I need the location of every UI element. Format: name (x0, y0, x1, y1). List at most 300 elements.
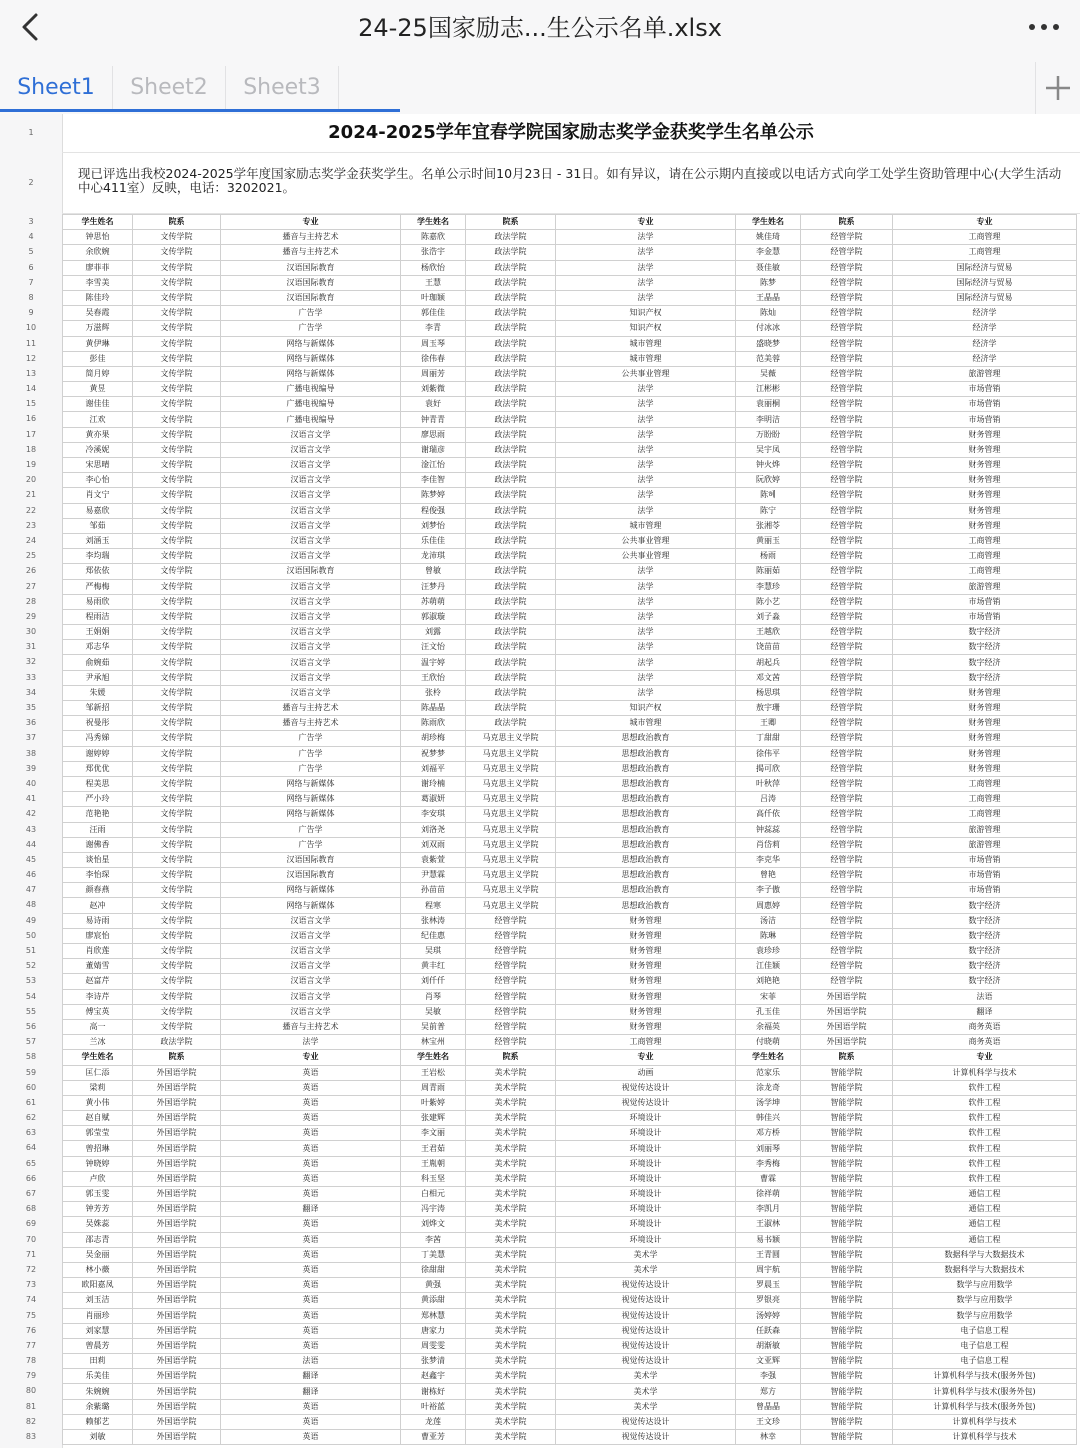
table-cell[interactable]: 钟晓婷 (63, 1156, 133, 1171)
table-cell[interactable]: 钟思怡 (63, 230, 133, 245)
table-cell[interactable]: 文传学院 (133, 655, 221, 670)
table-cell[interactable]: 政法学院 (466, 382, 556, 397)
table-cell[interactable]: 商务英语 (893, 1035, 1077, 1050)
table-cell[interactable]: 法学 (556, 260, 736, 275)
table-cell[interactable]: 外国语学院 (133, 1293, 221, 1308)
table-cell[interactable]: 冷溪妮 (63, 442, 133, 457)
table-cell[interactable]: 胡珍梅 (401, 731, 466, 746)
table-cell[interactable]: 黄强 (401, 1278, 466, 1293)
table-cell[interactable]: 曹霖 (736, 1171, 801, 1186)
table-cell[interactable]: 汉语言文学 (221, 458, 401, 473)
table-cell[interactable]: 数学与应用数学 (893, 1278, 1077, 1293)
table-cell[interactable]: 政法学院 (133, 1035, 221, 1050)
table-cell[interactable]: 思想政治教育 (556, 792, 736, 807)
table-cell[interactable]: 尹承旭 (63, 670, 133, 685)
table-cell[interactable]: 城市管理 (556, 518, 736, 533)
table-cell[interactable]: 美术学院 (466, 1080, 556, 1095)
table-cell[interactable]: 刘福平 (401, 761, 466, 776)
table-cell[interactable]: 姚佳琦 (736, 230, 801, 245)
table-cell[interactable]: 李明洁 (736, 412, 801, 427)
table-cell[interactable]: 刘梦怡 (401, 518, 466, 533)
table-cell[interactable]: 文传学院 (133, 1019, 221, 1034)
table-cell[interactable]: 智能学院 (801, 1293, 893, 1308)
table-cell[interactable]: 工商管理 (893, 807, 1077, 822)
table-cell[interactable]: 外国语学院 (133, 1202, 221, 1217)
table-cell[interactable]: 经管学院 (801, 518, 893, 533)
table-cell[interactable]: 智能学院 (801, 1080, 893, 1095)
table-cell[interactable]: 外国语学院 (801, 1004, 893, 1019)
table-cell[interactable]: 邓志华 (63, 640, 133, 655)
table-cell[interactable]: 美术学院 (466, 1293, 556, 1308)
table-cell[interactable]: 乐佳佳 (401, 533, 466, 548)
table-cell[interactable]: 黄丽玉 (736, 533, 801, 548)
table-cell[interactable]: 环境设计 (556, 1141, 736, 1156)
table-cell[interactable]: 广告学 (221, 321, 401, 336)
table-cell[interactable]: 英语 (221, 1232, 401, 1247)
table-cell[interactable]: 张梦清 (401, 1354, 466, 1369)
table-cell[interactable]: 刘敏 (63, 1430, 133, 1445)
table-cell[interactable]: 动画 (556, 1065, 736, 1080)
table-cell[interactable]: 通信工程 (893, 1202, 1077, 1217)
table-cell[interactable]: 付冰冰 (736, 321, 801, 336)
table-cell[interactable]: 文传学院 (133, 822, 221, 837)
table-cell[interactable]: 李克华 (736, 852, 801, 867)
table-cell[interactable]: 马克思主义学院 (466, 837, 556, 852)
table-cell[interactable]: 余欣婉 (63, 245, 133, 260)
table-cell[interactable]: 法学 (556, 625, 736, 640)
spreadsheet-grid[interactable] (0, 114, 1080, 1448)
table-cell[interactable]: 外国语学院 (133, 1369, 221, 1384)
table-cell[interactable]: 冯宇涛 (401, 1202, 466, 1217)
table-cell[interactable]: 王君茹 (401, 1141, 466, 1156)
table-cell[interactable]: 汉语国际教育 (221, 852, 401, 867)
table-cell[interactable]: 美术学 (556, 1262, 736, 1277)
table-cell[interactable]: 江佳颖 (736, 959, 801, 974)
table-cell[interactable]: 环境设计 (556, 1156, 736, 1171)
table-cell[interactable]: 财务管理 (893, 716, 1077, 731)
column-header[interactable]: 学生姓名 (401, 1050, 466, 1065)
table-cell[interactable]: 李均瑞 (63, 549, 133, 564)
table-cell[interactable]: 李佳智 (401, 473, 466, 488)
table-cell[interactable]: 经管学院 (801, 776, 893, 791)
table-cell[interactable]: 文传学院 (133, 397, 221, 412)
table-cell[interactable]: 市场营销 (893, 594, 1077, 609)
table-cell[interactable]: 盛晓梦 (736, 336, 801, 351)
table-cell[interactable]: 政法学院 (466, 503, 556, 518)
table-cell[interactable]: 曾艳 (736, 868, 801, 883)
table-cell[interactable]: 环境设计 (556, 1126, 736, 1141)
table-cell[interactable]: 数据科学与大数据技术 (893, 1262, 1077, 1277)
table-cell[interactable]: 吴金丽 (63, 1247, 133, 1262)
table-cell[interactable]: 广播电视编导 (221, 412, 401, 427)
table-cell[interactable]: 美术学院 (466, 1247, 556, 1262)
table-cell[interactable]: 黄丰红 (401, 959, 466, 974)
table-cell[interactable]: 王慧 (401, 275, 466, 290)
table-cell[interactable]: 汉语言文学 (221, 609, 401, 624)
table-cell[interactable]: 邓文茜 (736, 670, 801, 685)
table-cell[interactable]: 王淑林 (736, 1217, 801, 1232)
table-cell[interactable]: 文传学院 (133, 366, 221, 381)
table-cell[interactable]: 肖岱莉 (736, 837, 801, 852)
table-cell[interactable]: 外国语学院 (133, 1278, 221, 1293)
table-cell[interactable]: 文传学院 (133, 488, 221, 503)
table-cell[interactable]: 外国语学院 (133, 1384, 221, 1399)
table-cell[interactable]: 经管学院 (801, 974, 893, 989)
table-cell[interactable]: 市场营销 (893, 382, 1077, 397)
table-cell[interactable]: 工商管理 (893, 776, 1077, 791)
table-cell[interactable]: 文传学院 (133, 944, 221, 959)
table-cell[interactable]: 经管学院 (801, 488, 893, 503)
table-cell[interactable]: 智能学院 (801, 1065, 893, 1080)
table-cell[interactable]: 财务管理 (893, 458, 1077, 473)
table-cell[interactable]: 江彬彬 (736, 382, 801, 397)
table-cell[interactable]: 翻译 (221, 1202, 401, 1217)
table-cell[interactable]: 郑林慧 (401, 1308, 466, 1323)
table-cell[interactable]: 经管学院 (801, 397, 893, 412)
table-cell[interactable]: 政法学院 (466, 442, 556, 457)
table-cell[interactable]: 黄伊琳 (63, 336, 133, 351)
table-cell[interactable]: 政法学院 (466, 518, 556, 533)
table-cell[interactable]: 李子傲 (736, 883, 801, 898)
table-cell[interactable]: 财务管理 (893, 488, 1077, 503)
column-header[interactable]: 专业 (221, 215, 401, 230)
table-cell[interactable]: 范家乐 (736, 1065, 801, 1080)
table-cell[interactable]: 美术学院 (466, 1095, 556, 1110)
table-cell[interactable]: 英语 (221, 1293, 401, 1308)
table-cell[interactable]: 市场营销 (893, 852, 1077, 867)
table-cell[interactable]: 软件工程 (893, 1126, 1077, 1141)
table-cell[interactable]: 汉语言文学 (221, 974, 401, 989)
table-cell[interactable]: 谢佛香 (63, 837, 133, 852)
add-sheet-icon[interactable] (1035, 62, 1080, 114)
table-cell[interactable]: 黄添甜 (401, 1293, 466, 1308)
table-cell[interactable]: 林幸 (736, 1430, 801, 1445)
table-cell[interactable]: 市场营销 (893, 609, 1077, 624)
table-cell[interactable]: 视觉传达设计 (556, 1338, 736, 1353)
table-cell[interactable]: 外国语学院 (133, 1080, 221, 1095)
table-cell[interactable]: 罗银亮 (736, 1293, 801, 1308)
column-header[interactable]: 专业 (893, 1050, 1077, 1065)
table-cell[interactable]: 财务管理 (556, 944, 736, 959)
table-cell[interactable]: 周雯雯 (401, 1338, 466, 1353)
table-cell[interactable]: 外国语学院 (801, 1019, 893, 1034)
table-cell[interactable]: 政法学院 (466, 488, 556, 503)
table-cell[interactable]: 文传学院 (133, 533, 221, 548)
table-cell[interactable]: 陈灿 (736, 306, 801, 321)
column-header[interactable]: 学生姓名 (63, 215, 133, 230)
table-cell[interactable]: 美术学 (556, 1384, 736, 1399)
table-cell[interactable]: 财务管理 (556, 1004, 736, 1019)
table-cell[interactable]: 马克思主义学院 (466, 898, 556, 913)
table-cell[interactable]: 旅游管理 (893, 822, 1077, 837)
table-cell[interactable]: 汉语言文学 (221, 442, 401, 457)
table-cell[interactable]: 外国语学院 (133, 1308, 221, 1323)
table-cell[interactable]: 外国语学院 (133, 1247, 221, 1262)
table-cell[interactable]: 文传学院 (133, 458, 221, 473)
table-cell[interactable]: 经管学院 (801, 427, 893, 442)
table-cell[interactable]: 李金慧 (736, 245, 801, 260)
table-cell[interactable]: 汤婷婷 (736, 1308, 801, 1323)
table-cell[interactable]: 徐伟平 (736, 746, 801, 761)
table-cell[interactable]: 钟蕊蕊 (736, 822, 801, 837)
table-cell[interactable]: 陈丽茹 (736, 564, 801, 579)
table-cell[interactable]: 吴薇 (736, 366, 801, 381)
table-cell[interactable]: 政法学院 (466, 321, 556, 336)
table-cell[interactable]: 政法学院 (466, 427, 556, 442)
table-cell[interactable]: 计算机科学与技术 (893, 1430, 1077, 1445)
table-cell[interactable]: 曾敏 (401, 564, 466, 579)
table-cell[interactable]: 外国语学院 (133, 1217, 221, 1232)
table-cell[interactable]: 胡起兵 (736, 655, 801, 670)
table-cell[interactable]: 智能学院 (801, 1278, 893, 1293)
column-header[interactable]: 院系 (801, 215, 893, 230)
table-cell[interactable]: 丁甜甜 (736, 731, 801, 746)
table-cell[interactable]: 文传学院 (133, 503, 221, 518)
table-cell[interactable]: 田莉 (63, 1354, 133, 1369)
table-cell[interactable]: 经管学院 (801, 868, 893, 883)
table-cell[interactable]: 陈梦婷 (401, 488, 466, 503)
table-cell[interactable]: 政法学院 (466, 245, 556, 260)
table-cell[interactable]: 智能学院 (801, 1399, 893, 1414)
table-cell[interactable]: 数字经济 (893, 670, 1077, 685)
table-cell[interactable]: 文传学院 (133, 701, 221, 716)
table-cell[interactable]: 工商管理 (893, 230, 1077, 245)
table-cell[interactable]: 文传学院 (133, 731, 221, 746)
table-cell[interactable]: 程雨洁 (63, 609, 133, 624)
table-cell[interactable]: 智能学院 (801, 1217, 893, 1232)
table-cell[interactable]: 文传学院 (133, 1004, 221, 1019)
table-cell[interactable]: 文传学院 (133, 245, 221, 260)
table-cell[interactable]: 宋思晴 (63, 458, 133, 473)
table-cell[interactable]: 袁丽桐 (736, 397, 801, 412)
table-cell[interactable]: 文传学院 (133, 974, 221, 989)
table-cell[interactable]: 吴前普 (401, 1019, 466, 1034)
table-cell[interactable]: 曾晶晶 (736, 1399, 801, 1414)
table-cell[interactable]: 计算机科学与技术(服务外包) (893, 1369, 1077, 1384)
table-cell[interactable]: 马克思主义学院 (466, 883, 556, 898)
table-cell[interactable]: 高一 (63, 1019, 133, 1034)
table-cell[interactable]: 文传学院 (133, 473, 221, 488)
table-cell[interactable]: 经管学院 (801, 230, 893, 245)
table-cell[interactable]: 阮欣婷 (736, 473, 801, 488)
table-cell[interactable]: 文传学院 (133, 898, 221, 913)
table-cell[interactable]: 政法学院 (466, 609, 556, 624)
table-cell[interactable]: 法学 (556, 488, 736, 503)
table-cell[interactable]: 涂龙奇 (736, 1080, 801, 1095)
table-cell[interactable]: 国际经济与贸易 (893, 275, 1077, 290)
table-cell[interactable]: 经管学院 (801, 336, 893, 351)
table-cell[interactable]: 法学 (556, 427, 736, 442)
table-cell[interactable]: 程寒 (401, 898, 466, 913)
table-cell[interactable]: 网络与新媒体 (221, 776, 401, 791)
table-cell[interactable]: 程美思 (63, 776, 133, 791)
table-cell[interactable]: 政法学院 (466, 351, 556, 366)
table-cell[interactable]: 马克思主义学院 (466, 761, 556, 776)
column-header[interactable]: 院系 (801, 1050, 893, 1065)
table-cell[interactable]: 谢瑞彦 (401, 442, 466, 457)
table-cell[interactable]: 软件工程 (893, 1080, 1077, 1095)
table-cell[interactable]: 经管学院 (801, 685, 893, 700)
table-cell[interactable]: 英语 (221, 1278, 401, 1293)
table-cell[interactable]: 工商管理 (893, 245, 1077, 260)
table-cell[interactable]: 城市管理 (556, 336, 736, 351)
table-cell[interactable]: 文传学院 (133, 609, 221, 624)
table-cell[interactable]: 曾晨芳 (63, 1338, 133, 1353)
table-cell[interactable]: 英语 (221, 1414, 401, 1429)
table-cell[interactable]: 李文丽 (401, 1126, 466, 1141)
table-cell[interactable]: 广播电视编导 (221, 382, 401, 397)
table-cell[interactable]: 经管学院 (801, 579, 893, 594)
table-cell[interactable]: 知识产权 (556, 306, 736, 321)
table-cell[interactable]: 法学 (556, 564, 736, 579)
table-cell[interactable]: 智能学院 (801, 1384, 893, 1399)
table-cell[interactable]: 市场营销 (893, 397, 1077, 412)
table-cell[interactable]: 政法学院 (466, 336, 556, 351)
table-cell[interactable]: 英语 (221, 1111, 401, 1126)
table-cell[interactable]: 美术学 (556, 1369, 736, 1384)
table-cell[interactable]: 政法学院 (466, 685, 556, 700)
table-cell[interactable]: 播音与主持艺术 (221, 701, 401, 716)
table-cell[interactable]: 英语 (221, 1126, 401, 1141)
table-cell[interactable]: 经管学院 (801, 746, 893, 761)
table-cell[interactable]: 刘烨文 (401, 1217, 466, 1232)
table-cell[interactable]: 政法学院 (466, 230, 556, 245)
table-cell[interactable]: 商务英语 (893, 1019, 1077, 1034)
table-cell[interactable]: 视觉传达设计 (556, 1414, 736, 1429)
table-cell[interactable]: 肖欣莲 (63, 944, 133, 959)
table-cell[interactable]: 杨欣怡 (401, 260, 466, 275)
table-cell[interactable]: 智能学院 (801, 1338, 893, 1353)
tab-sheet2[interactable]: Sheet2 (130, 75, 208, 100)
table-cell[interactable]: 经管学院 (466, 944, 556, 959)
table-cell[interactable]: 廖宸怡 (63, 928, 133, 943)
table-cell[interactable]: 王岩松 (401, 1065, 466, 1080)
table-cell[interactable]: 陈晶晶 (401, 701, 466, 716)
table-cell[interactable]: 数字经济 (893, 944, 1077, 959)
table-cell[interactable]: 数字经济 (893, 655, 1077, 670)
table-cell[interactable]: 政法学院 (466, 260, 556, 275)
table-cell[interactable]: 英语 (221, 1095, 401, 1110)
table-cell[interactable]: 经管学院 (801, 807, 893, 822)
table-cell[interactable]: 吴宇凤 (736, 442, 801, 457)
table-cell[interactable]: 文传学院 (133, 230, 221, 245)
table-cell[interactable]: 马克思主义学院 (466, 807, 556, 822)
table-cell[interactable]: 外国语学院 (133, 1111, 221, 1126)
table-cell[interactable]: 文传学院 (133, 564, 221, 579)
table-cell[interactable]: 政法学院 (466, 366, 556, 381)
table-cell[interactable]: 政法学院 (466, 564, 556, 579)
table-cell[interactable]: 政法学院 (466, 473, 556, 488)
table-cell[interactable]: 文传学院 (133, 883, 221, 898)
table-cell[interactable]: 揭可欣 (736, 761, 801, 776)
table-cell[interactable]: 易书颖 (736, 1232, 801, 1247)
table-cell[interactable]: 文亚辉 (736, 1354, 801, 1369)
table-cell[interactable]: 李怡琛 (63, 868, 133, 883)
table-cell[interactable]: 法语 (221, 1354, 401, 1369)
table-cell[interactable]: 经管学院 (801, 458, 893, 473)
table-cell[interactable]: 英语 (221, 1080, 401, 1095)
table-cell[interactable]: 朱媛 (63, 685, 133, 700)
table-cell[interactable]: 播音与主持艺术 (221, 1019, 401, 1034)
table-cell[interactable]: 汉语言文学 (221, 473, 401, 488)
table-cell[interactable]: 汪文怡 (401, 640, 466, 655)
table-cell[interactable]: 汉语国际教育 (221, 260, 401, 275)
table-cell[interactable]: 外国语学院 (133, 1232, 221, 1247)
table-cell[interactable]: 外国语学院 (133, 1430, 221, 1445)
table-cell[interactable]: 经管学院 (801, 761, 893, 776)
table-cell[interactable]: 文传学院 (133, 321, 221, 336)
table-cell[interactable]: 政法学院 (466, 670, 556, 685)
table-cell[interactable]: 张建辉 (401, 1111, 466, 1126)
table-cell[interactable]: 余福英 (736, 1019, 801, 1034)
table-cell[interactable]: 法学 (556, 458, 736, 473)
table-cell[interactable]: 赵自赋 (63, 1111, 133, 1126)
table-cell[interactable]: 数学与应用数学 (893, 1293, 1077, 1308)
table-cell[interactable]: 梁莉 (63, 1080, 133, 1095)
table-cell[interactable]: 外国语学院 (133, 1156, 221, 1171)
table-cell[interactable]: 吴春霞 (63, 306, 133, 321)
table-cell[interactable]: 财务管理 (893, 442, 1077, 457)
table-cell[interactable]: 法学 (556, 579, 736, 594)
table-cell[interactable]: 政法学院 (466, 625, 556, 640)
table-cell[interactable]: 广告学 (221, 746, 401, 761)
table-cell[interactable]: 广告学 (221, 306, 401, 321)
table-cell[interactable]: 美术学院 (466, 1384, 556, 1399)
table-cell[interactable]: 经管学院 (801, 609, 893, 624)
column-header[interactable]: 学生姓名 (401, 215, 466, 230)
table-cell[interactable]: 网络与新媒体 (221, 883, 401, 898)
table-cell[interactable]: 经管学院 (801, 913, 893, 928)
table-cell[interactable]: 数字经济 (893, 928, 1077, 943)
table-cell[interactable]: 英语 (221, 1141, 401, 1156)
table-cell[interactable]: 美术学院 (466, 1338, 556, 1353)
table-cell[interactable]: 文传学院 (133, 427, 221, 442)
table-cell[interactable]: 智能学院 (801, 1156, 893, 1171)
table-cell[interactable]: 张柃 (401, 685, 466, 700)
table-cell[interactable]: 经管学院 (801, 837, 893, 852)
table-cell[interactable]: 刘紫微 (401, 382, 466, 397)
table-cell[interactable]: 廖思雨 (401, 427, 466, 442)
table-cell[interactable]: 数字经济 (893, 898, 1077, 913)
table-cell[interactable]: 刘仟仟 (401, 974, 466, 989)
table-cell[interactable]: 徐甜甜 (401, 1262, 466, 1277)
table-cell[interactable]: 苏萌萌 (401, 594, 466, 609)
table-cell[interactable]: 陈宁 (736, 503, 801, 518)
table-cell[interactable]: 翻译 (893, 1004, 1077, 1019)
table-cell[interactable]: 网络与新媒体 (221, 366, 401, 381)
table-cell[interactable]: 袁紫萱 (401, 852, 466, 867)
table-cell[interactable]: 简月婷 (63, 366, 133, 381)
table-cell[interactable]: 白相元 (401, 1187, 466, 1202)
table-cell[interactable]: 祝梦梦 (401, 746, 466, 761)
table-cell[interactable]: 国际经济与贸易 (893, 290, 1077, 305)
table-cell[interactable]: 英语 (221, 1065, 401, 1080)
table-cell[interactable]: 陈佳玲 (63, 290, 133, 305)
table-cell[interactable]: 外国语学院 (133, 1141, 221, 1156)
table-cell[interactable]: 祝曼彤 (63, 716, 133, 731)
table-cell[interactable]: 外国语学院 (801, 989, 893, 1004)
table-cell[interactable]: 李秀梅 (736, 1156, 801, 1171)
table-cell[interactable]: 外国语学院 (133, 1171, 221, 1186)
table-cell[interactable]: 王欣怡 (401, 670, 466, 685)
table-cell[interactable]: 美术学院 (466, 1399, 556, 1414)
table-cell[interactable]: 文传学院 (133, 868, 221, 883)
table-cell[interactable]: 汉语言文学 (221, 488, 401, 503)
table-cell[interactable]: 财务管理 (556, 1019, 736, 1034)
table-cell[interactable]: 刘玉洁 (63, 1293, 133, 1308)
table-cell[interactable]: 思想政治教育 (556, 868, 736, 883)
table-cell[interactable]: 经管学院 (801, 594, 893, 609)
